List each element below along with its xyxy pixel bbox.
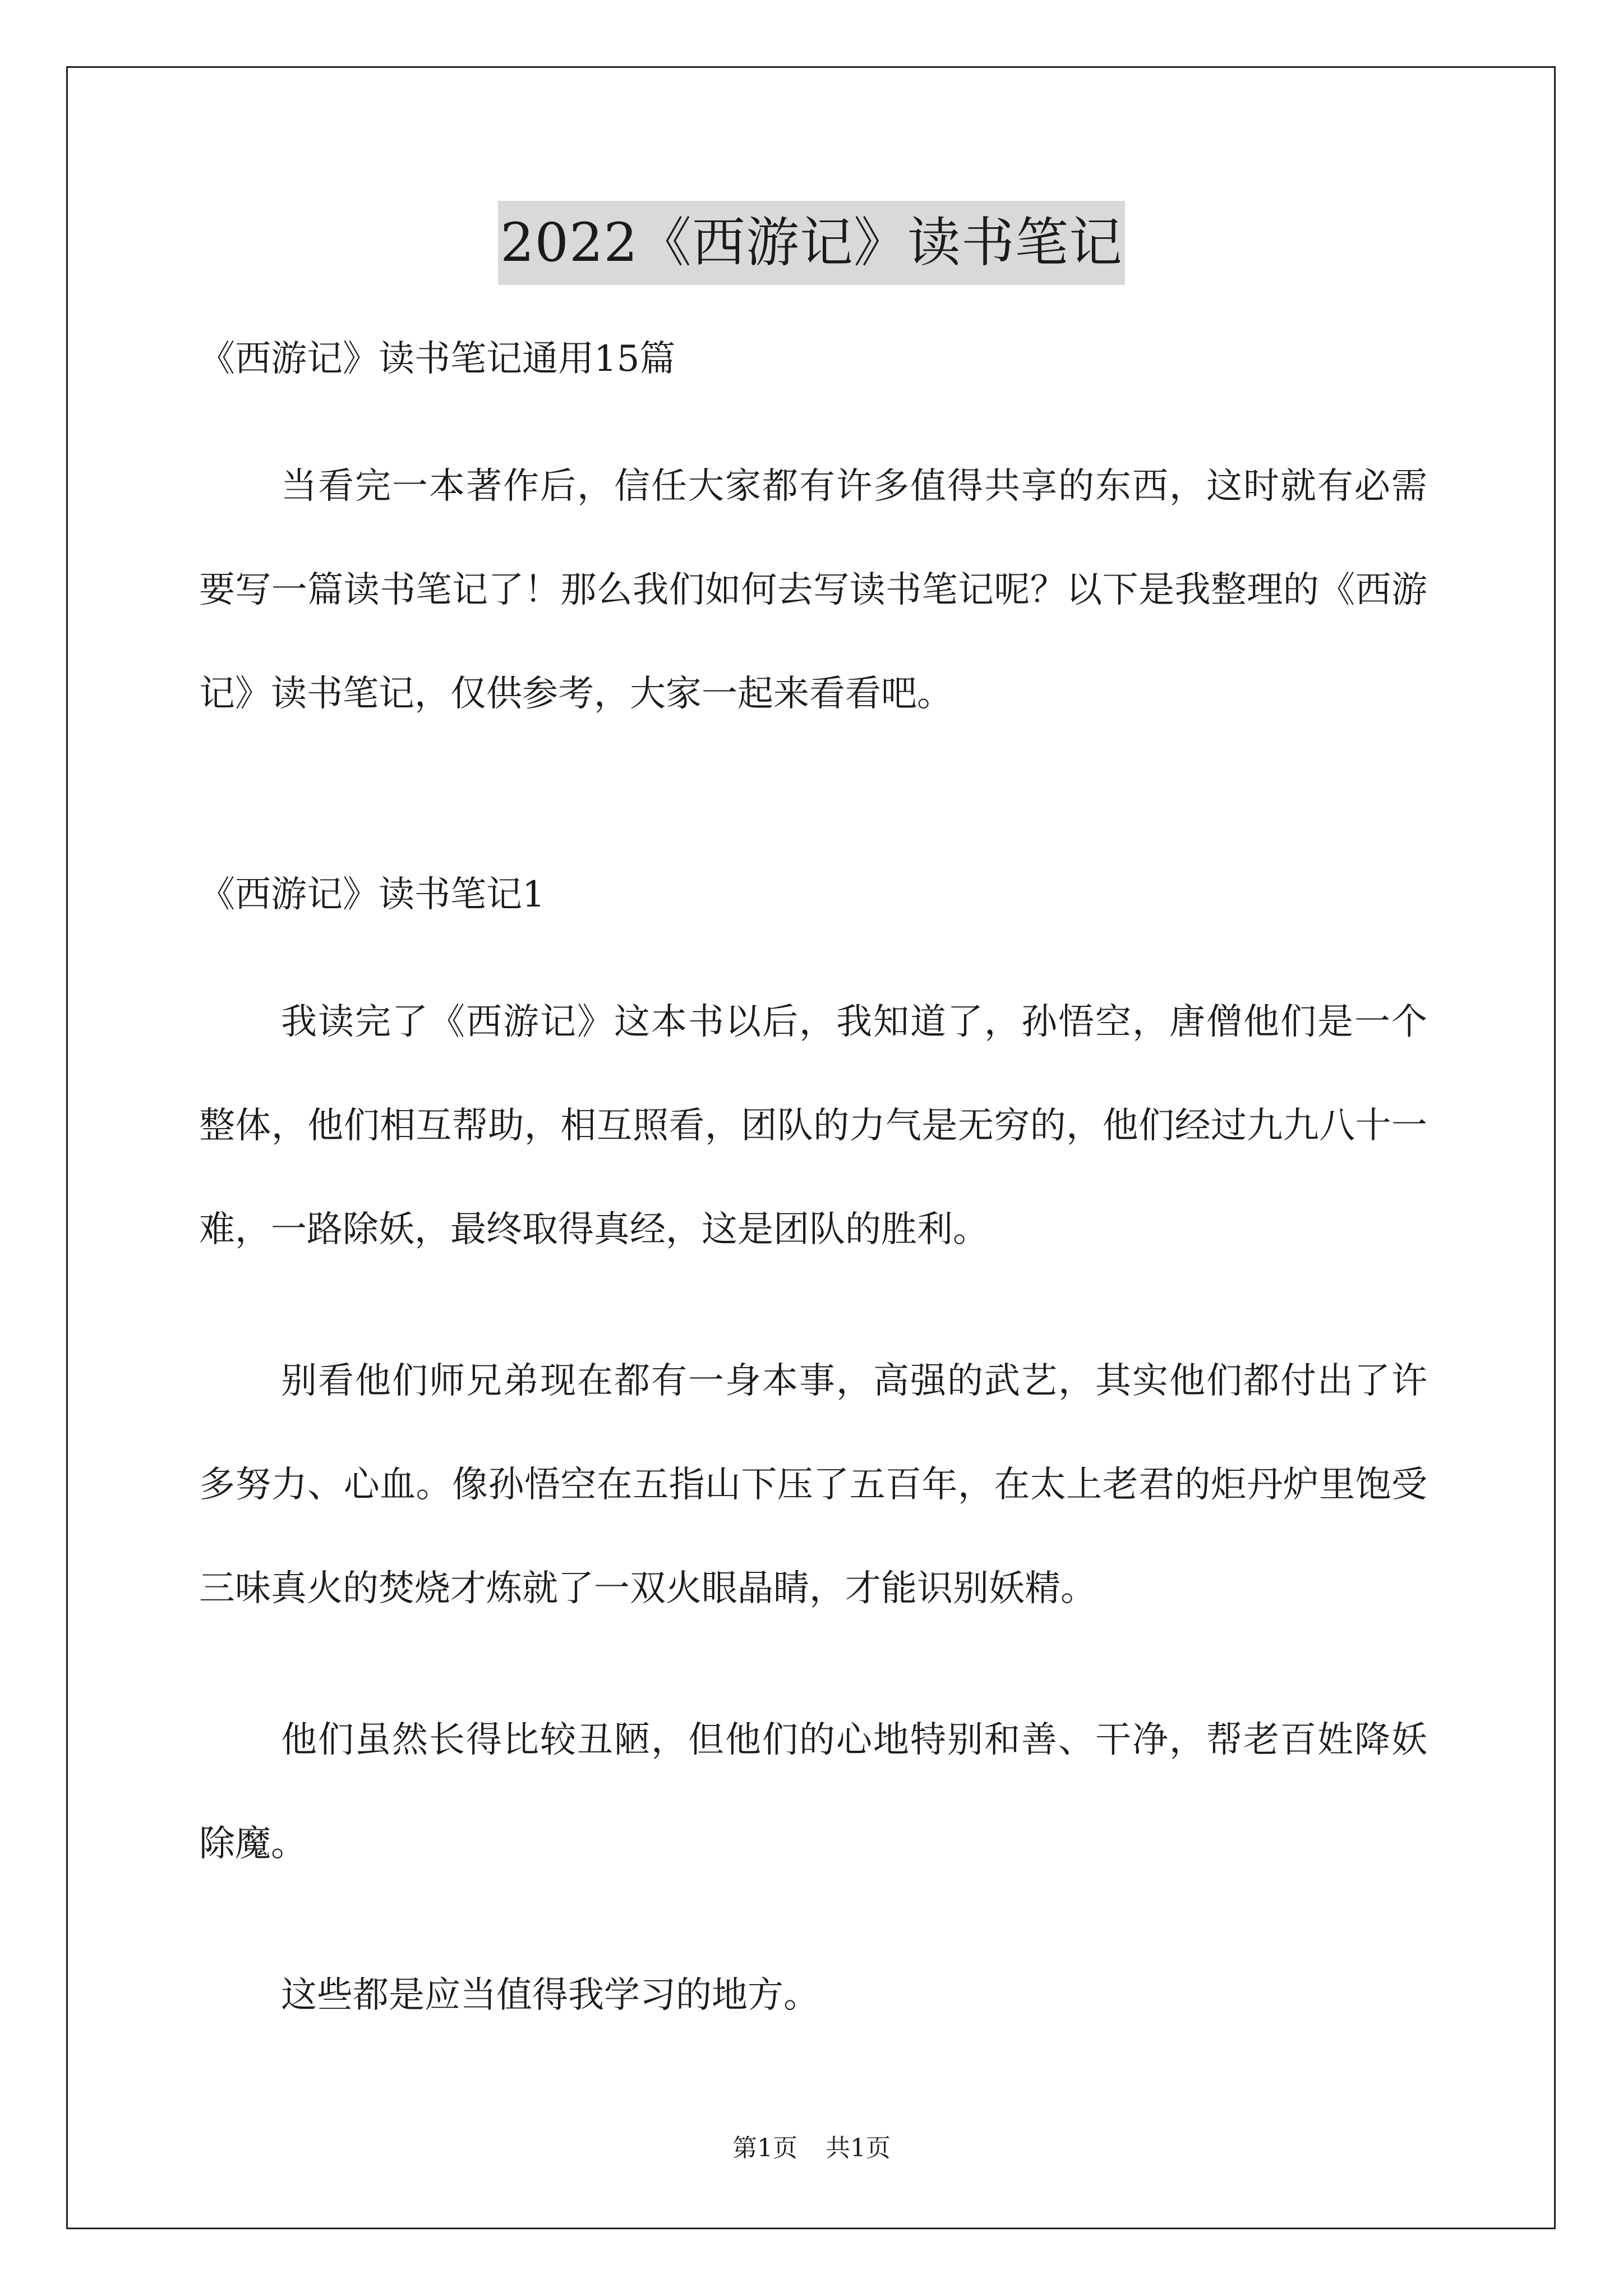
page-footer <box>0 2132 1623 2165</box>
page-number-current: 第1页 <box>732 2134 797 2162</box>
intro-paragraph: 当看完一本著作后，信任大家都有许多值得共享的东西，这时就有必需要写一篇读书笔记了！那么我们如何去写读书笔记呢？以下是我整理的《西游记》读书笔记，仅供参考，大家一起来看看吧。 <box>199 466 1427 715</box>
paragraph-4: 这些都是应当值得我学习的地方。 <box>281 1975 819 2016</box>
paragraph-1: 我读完了《西游记》这本书以后，我知道了，孙悟空，唐僧他们是一个整体，他们相互帮助，相互照看，团队的力气是无穷的，他们经过九九八十一难，一路除妖，最终取得真经，这是团队的胜利。 <box>199 1001 1427 1250</box>
paragraph-2: 别看他们师兄弟现在都有一身本事，高强的武艺，其实他们都付出了许多努力、心血。像孙悟空在五指山下压了五百年，在太上老君的炬丹炉里饱受三味真火的焚烧才炼就了一双火眼晶睛，才能识别妖精。 <box>199 1360 1427 1609</box>
section-heading: 《西游记》读书笔记1 <box>199 874 545 915</box>
document-title: 2022《西游记》读书笔记 <box>498 201 1125 285</box>
document-body <box>199 331 1427 2095</box>
title-container <box>0 201 1623 285</box>
subtitle: 《西游记》读书笔记通用15篇 <box>199 338 676 380</box>
paragraph-3: 他们虽然长得比较丑陋，但他们的心地特别和善、干净，帮老百姓降妖除魔。 <box>199 1719 1427 1865</box>
page-number-total: 共1页 <box>826 2134 891 2162</box>
